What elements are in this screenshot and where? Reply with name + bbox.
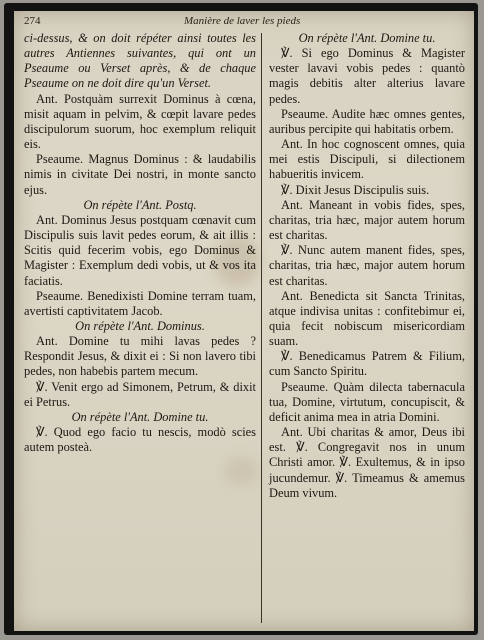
text-paragraph: Ant. Domine tu mihi lavas pedes ? Respondit Jesus, & dixit ei : Si non lavero tibi pedes, non habebis partem mecum.: [24, 334, 256, 379]
text-paragraph: ℣. Si ego Dominus & Magister vester lavavi vobis pedes : quantò magis debitis alter alterius lavare pedes.: [269, 46, 465, 106]
text-paragraph: Ant. Ubi charitas & amor, Deus ibi est. ℣. Congregavit nos in unum Christi amor. ℣. Exultemus, & in ipso jucundemur. ℣. Timeamus & amemus Deum vivum.: [269, 425, 465, 500]
text-paragraph: Ant. Maneant in vobis fides, spes, charitas, tria hæc, major autem horum est charitas.: [269, 197, 465, 243]
text-paragraph: Ant. In hoc cognoscent omnes, quia mei estis Discipuli, si dilectionem habueritis invicem.: [269, 137, 465, 182]
text-paragraph: On répète l'Ant. Dominus.: [75, 318, 205, 333]
text-paragraph: Ant. Postquàm surrexit Dominus à cœna, misit aquam in pelvim, & cœpit lavare pedes discipulorum suorum, hoc exemplum reliquit eis.: [24, 91, 256, 152]
running-header: [14, 15, 474, 29]
text-paragraph: On répète l'Ant. Postq.: [83, 197, 197, 212]
text-paragraph: Pseaume. Benedixisti Domine terram tuam, avertisti captivitatem Jacob.: [24, 288, 256, 318]
text-paragraph: ℣. Venit ergo ad Simonem, Petrum, & dixit ei Petrus.: [24, 379, 256, 409]
page-stain: [224, 456, 258, 486]
text-paragraph: ℣. Nunc autem manent fides, spes, charitas, tria hæc, major autem horum est charitas.: [269, 243, 465, 288]
photo-frame: [4, 3, 478, 635]
text-paragraph: ℣. Benedicamus Patrem & Filium, cum Sancto Spiritu.: [269, 349, 465, 379]
text-paragraph: Pseaume. Audite hæc omnes gentes, auribus percipite qui habitatis orbem.: [269, 106, 465, 136]
text-paragraph: Ant. Dominus Jesus postquam cœnavit cum Discipulis suis lavit pedes eorum, & ait illis : Scitis quid fecerim vobis, ego Dominus & Magister : Exemplum dedi vobis, ut & vos ita faciatis.: [24, 212, 256, 288]
left-column: [24, 31, 256, 455]
text-paragraph: ci-dessus, & on doit répéter ainsi toutes les autres Antiennes suivantes, qui ont un Pseaume ou Verset après, & de chaque Pseaume on ne doit dire qu'un Verset.: [24, 31, 256, 91]
text-paragraph: ℣. Dixit Jesus Discipulis suis.: [281, 182, 430, 197]
text-paragraph: Pseaume. Magnus Dominus : & laudabilis nimis in civitate Dei nostri, in monte sancto ejus.: [24, 152, 256, 197]
column-divider: [261, 33, 262, 623]
book-page: [14, 11, 474, 631]
right-column: [269, 31, 465, 501]
text-paragraph: ℣. Quod ego facio tu nescis, modò scies autem posteà.: [24, 425, 256, 455]
text-paragraph: Ant. Benedicta sit Sancta Trinitas, atque indivisa unitas : confitebimur ei, quia fecit nobiscum misericordiam suam.: [269, 288, 465, 349]
text-paragraph: On répète l'Ant. Domine tu.: [71, 409, 209, 424]
text-paragraph: Pseaume. Quàm dilecta tabernacula tua, Domine, virtutum, concupiscit, & deficit anima mea in atria Domini.: [269, 379, 465, 424]
page-number: 274: [24, 15, 41, 27]
text-paragraph: On répète l'Ant. Domine tu.: [298, 31, 436, 45]
running-title: Manière de laver les pieds: [184, 15, 301, 27]
